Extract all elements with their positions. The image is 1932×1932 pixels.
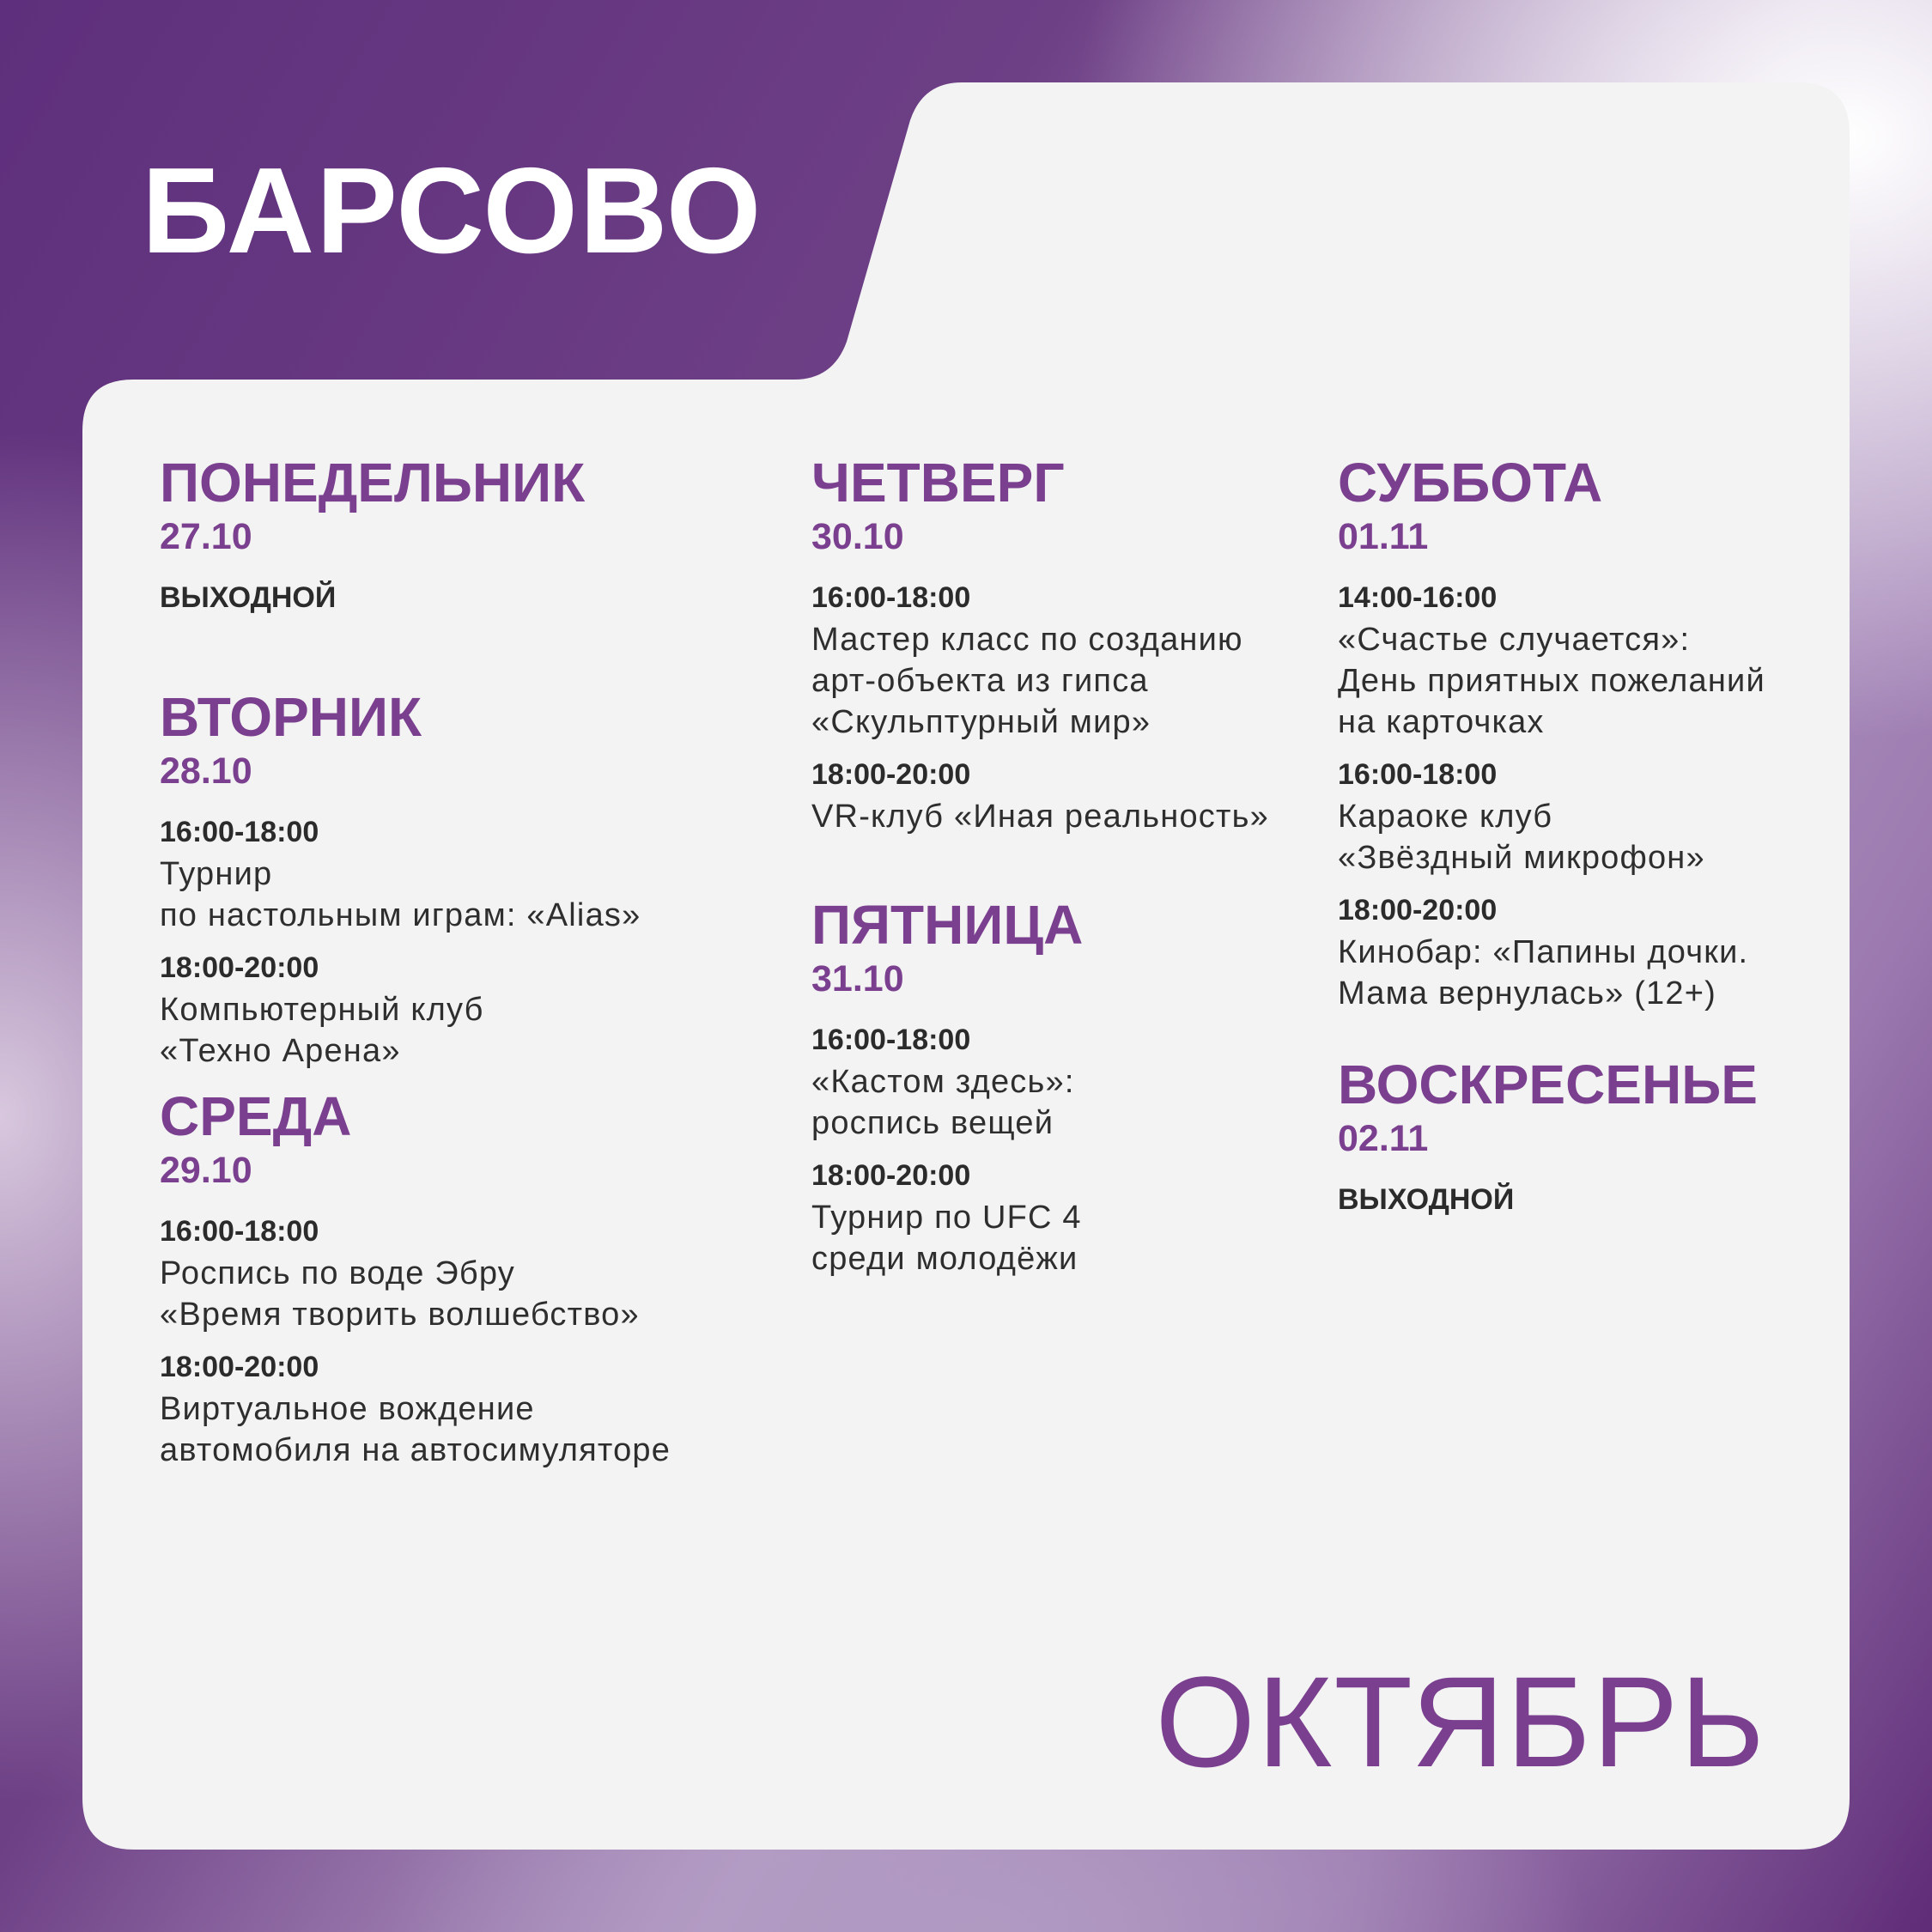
- event-item: [1338, 896, 1870, 1014]
- day-name: СУББОТА: [1338, 452, 1603, 513]
- month-label: ОКТЯБРЬ: [1155, 1649, 1766, 1794]
- day-name: ЧЕТВЕРГ: [811, 452, 1065, 513]
- event-time: 18:00-20:00: [811, 758, 971, 791]
- event-item: [811, 760, 1327, 837]
- event-title: Караоке клуб «Звёздный микрофон»: [1338, 799, 1705, 876]
- day-name: ВТОРНИК: [160, 686, 422, 748]
- day-thursday: [811, 452, 1327, 837]
- event-item: [160, 1352, 675, 1471]
- schedule-column-3: [1338, 452, 1870, 1252]
- event-item: [160, 1217, 675, 1335]
- day-date: 02.11: [1338, 1118, 1429, 1159]
- day-saturday: [1338, 452, 1870, 1014]
- event-item: [1338, 760, 1870, 878]
- event-title: VR-клуб «Иная реальность»: [811, 799, 1269, 835]
- event-title: Виртуальное вождение автомобиля на автосимуляторе: [160, 1391, 671, 1468]
- day-monday: [160, 452, 675, 614]
- day-sunday: [1338, 1054, 1870, 1216]
- day-name: ВОСКРЕСЕНЬЕ: [1338, 1054, 1758, 1115]
- schedule-column-1: [160, 452, 675, 1509]
- event-title: Кинобар: «Папины дочки. Мама вернулась» (12+): [1338, 934, 1749, 1012]
- day-off-label: ВЫХОДНОЙ: [1338, 1183, 1515, 1216]
- event-title: Роспись по воде Эбру «Время творить волшебство»: [160, 1255, 640, 1333]
- event-time: 18:00-20:00: [160, 951, 319, 984]
- day-date: 29.10: [160, 1150, 252, 1191]
- event-item: [811, 1161, 1327, 1279]
- event-time: 16:00-18:00: [160, 816, 319, 848]
- day-off-label: ВЫХОДНОЙ: [160, 581, 337, 614]
- day-friday: [811, 894, 1327, 1279]
- event-time: 16:00-18:00: [160, 1215, 319, 1248]
- day-wednesday: [160, 1085, 675, 1471]
- day-date: 27.10: [160, 516, 252, 557]
- day-date: 01.11: [1338, 516, 1429, 557]
- event-item: [1338, 583, 1870, 743]
- day-name: СРЕДА: [160, 1085, 352, 1147]
- event-item: [811, 1025, 1327, 1144]
- day-name: ПОНЕДЕЛЬНИК: [160, 452, 586, 513]
- day-date: 30.10: [811, 516, 904, 557]
- event-item: [160, 953, 675, 1072]
- event-title: Компьютерный клуб «Техно Арена»: [160, 992, 484, 1069]
- event-item: [160, 817, 675, 936]
- event-time: 18:00-20:00: [1338, 894, 1498, 927]
- page-title: БАРСОВО: [142, 143, 763, 279]
- event-time: 18:00-20:00: [811, 1159, 971, 1192]
- day-name: ПЯТНИЦА: [811, 894, 1084, 956]
- schedule-column-2: [811, 452, 1327, 1317]
- event-title: Турнир по настольным играм: «Alias»: [160, 856, 641, 933]
- event-time: 16:00-18:00: [811, 1024, 971, 1056]
- event-title: Мастер класс по созданию арт-объекта из гипса «Скульптурный мир»: [811, 622, 1243, 740]
- day-tuesday: [160, 686, 675, 1072]
- event-time: 16:00-18:00: [1338, 758, 1498, 791]
- event-item: [811, 583, 1327, 743]
- day-date: 31.10: [811, 958, 904, 999]
- event-time: 16:00-18:00: [811, 581, 971, 614]
- event-title: Турнир по UFC 4 среди молодёжи: [811, 1200, 1082, 1277]
- event-title: «Счастье случается»: День приятных пожеланий на карточках: [1338, 622, 1765, 740]
- day-date: 28.10: [160, 750, 252, 792]
- event-time: 18:00-20:00: [160, 1351, 319, 1383]
- event-time: 14:00-16:00: [1338, 581, 1498, 614]
- event-title: «Кастом здесь»: роспись вещей: [811, 1064, 1075, 1141]
